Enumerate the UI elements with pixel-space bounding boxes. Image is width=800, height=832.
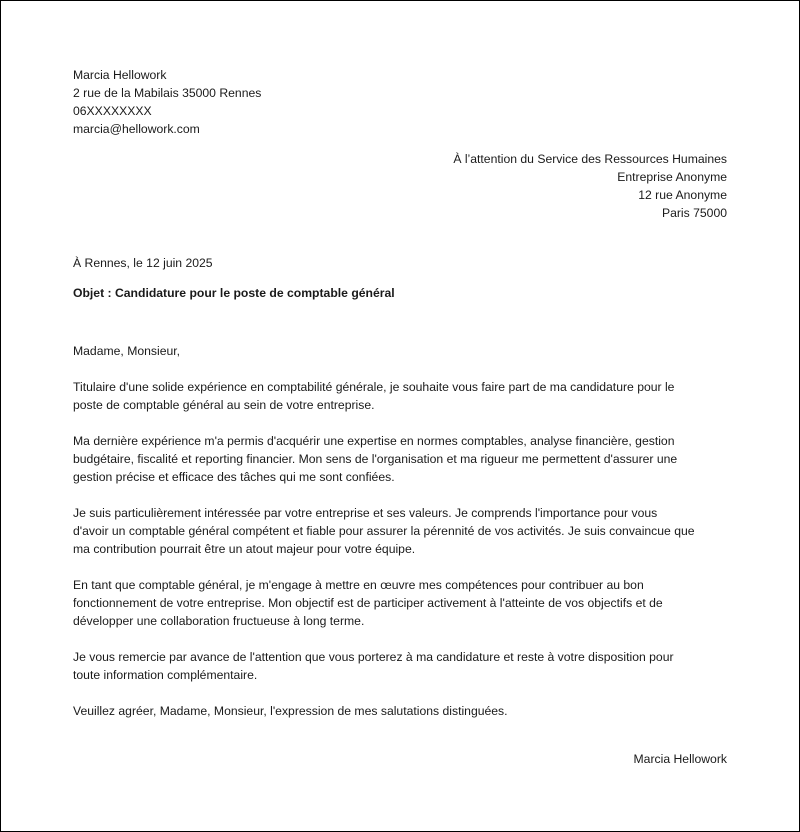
closing-paragraph: Veuillez agréer, Madame, Monsieur, l'expression de mes salutations distinguées. — [73, 704, 508, 718]
letter-subject: Objet : Candidature pour le poste de comptable général — [73, 286, 395, 300]
salutation: Madame, Monsieur, — [73, 344, 181, 358]
paragraph: Je vous remercie par avance de l'attention que vous porterez à ma candidature et reste à votre disposition pour toute information complémentaire. — [73, 650, 674, 682]
paragraph: Titulaire d'une solide expérience en comptabilité générale, je souhaite vous faire part de ma candidature pour le poste de comptable général au sein de votre entreprise. — [73, 380, 675, 412]
sender-phone: 06XXXXXXXX — [73, 104, 152, 118]
sender-block — [73, 66, 261, 138]
recipient-attention: À l’attention du Service des Ressources Humaines — [453, 152, 727, 166]
paragraph: Ma dernière expérience m'a permis d'acquérir une expertise en normes comptables, analyse financière, gestion budgétaire, fiscalité et reporting financier. Mon sens de l'organisation et ma rigueur me permettent d'assurer une gestion précise et efficace des tâches qui me sont confiées. — [73, 434, 678, 484]
sender-address: 2 rue de la Mabilais 35000 Rennes — [73, 86, 262, 100]
recipient-city: Paris 75000 — [661, 206, 727, 220]
recipient-company: Entreprise Anonyme — [617, 170, 727, 184]
recipient-street: 12 rue Anonyme — [638, 188, 727, 202]
sender-name: Marcia Hellowork — [73, 68, 167, 82]
paragraph: Je suis particulièrement intéressée par votre entreprise et ses valeurs. Je comprends l'importance pour vous d'avoir un comptable général compétent et fiable pour assurer la pérennité de vos activités. Je suis convaincue que ma contribution pourrait être un atout majeur pour votre équipe. — [73, 506, 695, 556]
paragraph: En tant que comptable général, je m'engage à mettre en œuvre mes compétences pour contribuer au bon fonctionnement de votre entreprise. Mon objectif est de participer activement à l'atteinte de vos objectifs et de développer une collaboration fructueuse à long terme. — [73, 578, 663, 628]
letter-body — [73, 342, 733, 738]
signature: Marcia Hellowork — [633, 752, 727, 766]
letter-date: À Rennes, le 12 juin 2025 — [73, 256, 213, 270]
sender-email: marcia@hellowork.com — [73, 122, 200, 136]
recipient-block — [453, 150, 727, 222]
